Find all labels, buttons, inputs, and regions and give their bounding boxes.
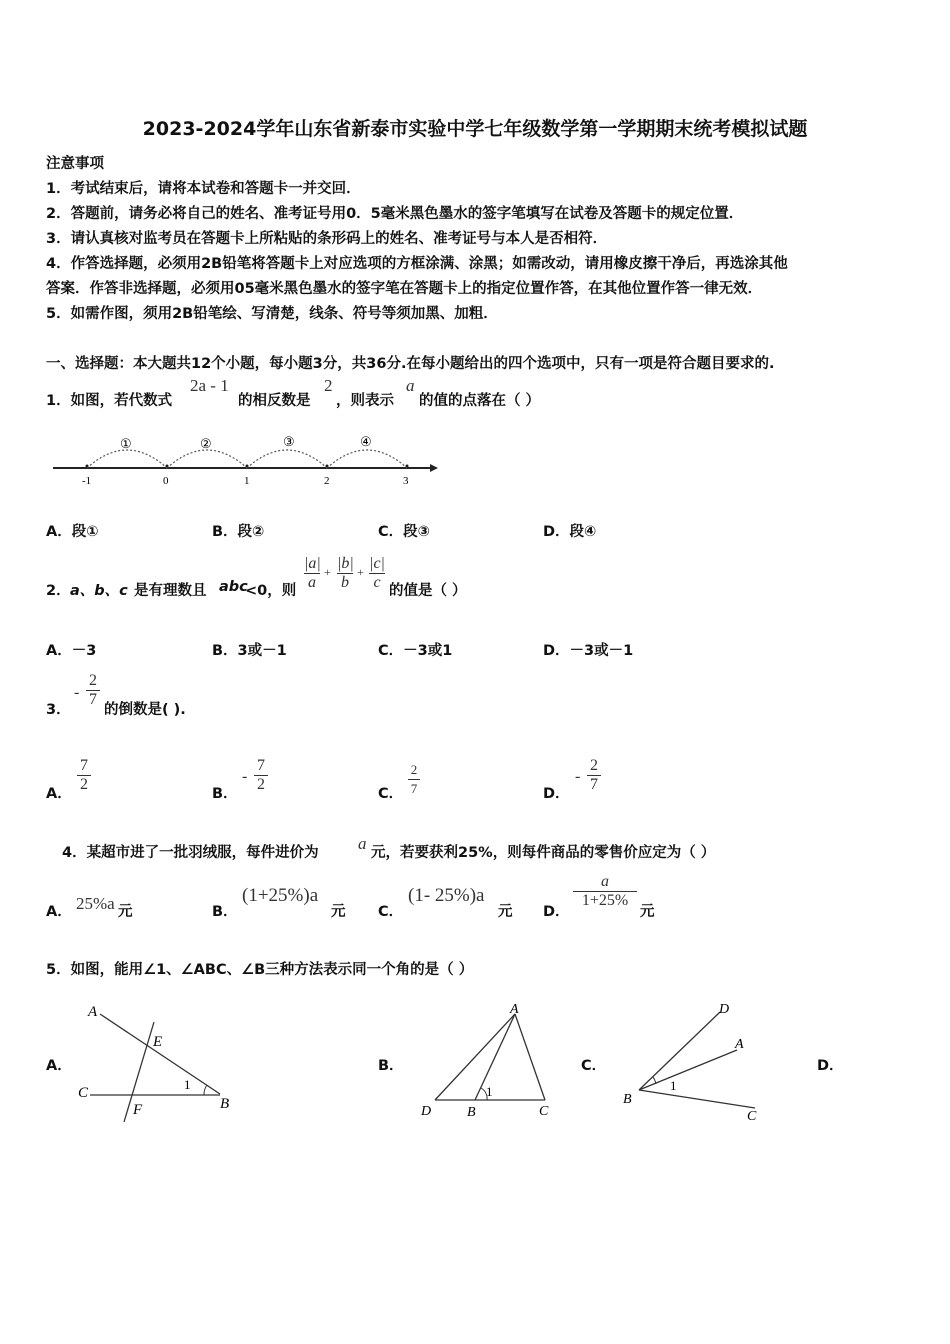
q5-option-b-label[interactable]: B． bbox=[378, 1058, 404, 1074]
point-label: A bbox=[735, 1037, 744, 1052]
q2-text1: 是有理数且 bbox=[134, 583, 207, 599]
point-label: A bbox=[88, 1004, 98, 1020]
q1-var: a bbox=[406, 376, 415, 395]
segment-label: ③ bbox=[283, 434, 295, 449]
q2-fraction-b: $\frac{|b|}{b}$ bbox=[337, 555, 354, 591]
point-label: F bbox=[133, 1102, 143, 1118]
tick-label: 3 bbox=[403, 475, 409, 487]
q4-option-d-label[interactable]: D． bbox=[543, 904, 570, 920]
q3-option-d-label[interactable]: D． bbox=[543, 786, 570, 802]
tick-label: -1 bbox=[82, 475, 92, 487]
plus-sign: + bbox=[357, 565, 364, 579]
notice-item: 5．如需作图，须用2B铅笔绘、写清楚，线条、符号等须加黑、加粗． bbox=[46, 306, 498, 322]
q5-text: 5．如图，能用∠1、∠ABC、∠B三种方法表示同一个角的是（ ） bbox=[46, 962, 474, 978]
q4-prefix: 4．某超市进了一批羽绒服，每件进价为 bbox=[62, 845, 319, 861]
q1-option-a[interactable]: A．段① bbox=[46, 524, 99, 540]
notice-item: 2．答题前，请务必将自己的姓名、准考证号用0．5毫米黑色墨水的签字笔填写在试卷及答题卡的规定位置． bbox=[46, 206, 744, 222]
notice-item: 1．考试结束后，请将本试卷和答题卡一并交回． bbox=[46, 181, 361, 197]
q2-fraction-a: $\frac{|a|}{a}$ bbox=[304, 555, 321, 591]
q4-option-b-label[interactable]: B． bbox=[212, 904, 238, 920]
segment-label: ② bbox=[200, 436, 212, 451]
point-label: E bbox=[153, 1034, 163, 1050]
q3-label: 3． bbox=[46, 702, 71, 718]
minus-sign: - bbox=[74, 684, 80, 701]
notice-item: 3．请认真核对监考员在答题卡上所粘贴的条形码上的姓名、准考证号与本人是否相符． bbox=[46, 231, 608, 247]
point-label: D bbox=[421, 1104, 432, 1119]
unit-label: 元 bbox=[640, 904, 655, 920]
q4-option-a-label[interactable]: A． bbox=[46, 904, 72, 920]
notice-heading: 注意事项 bbox=[46, 156, 104, 172]
q2-fraction-c: $\frac{|c|}{c}$ bbox=[369, 555, 385, 591]
q1-mid: 的相反数是 bbox=[238, 393, 311, 409]
point-label: C bbox=[78, 1085, 89, 1101]
q2-option-b[interactable]: B．3或－1 bbox=[212, 643, 287, 659]
q3-option-b-label[interactable]: B． bbox=[212, 786, 238, 802]
q1-suffix: 的值的点落在（ ） bbox=[419, 393, 541, 409]
tick-label: 0 bbox=[163, 475, 169, 487]
minus-sign: - bbox=[242, 768, 248, 785]
q4-option-d-fraction[interactable]: $\frac{a}{1+25\%}$ bbox=[573, 873, 637, 910]
segment-label: ① bbox=[120, 436, 132, 451]
notice-item: 答案．作答非选择题，必须用05毫米黑色墨水的签字笔在答题卡上的指定位置作答，在其他位置作答一律无效． bbox=[46, 281, 763, 297]
q1-prefix: 1．如图，若代数式 bbox=[46, 393, 173, 409]
q4-option-c-label[interactable]: C． bbox=[378, 904, 404, 920]
point-label: A bbox=[510, 1002, 519, 1017]
q4-option-c-expr[interactable]: (1- 25%)a bbox=[408, 885, 485, 906]
notice-item: 4．作答选择题，必须用2B铅笔将答题卡上对应选项的方框涂满、涂黑；如需改动，请用橡皮擦干净后，再选涂其他 bbox=[46, 256, 788, 272]
q1-value: 2 bbox=[324, 376, 333, 395]
q3-option-b-fraction[interactable]: $\frac{7}{2}$ bbox=[254, 757, 268, 794]
section-heading: 一、选择题：本大题共12个小题，每小题3分，共36分.在每小题给出的四个选项中，只有一项是符合题目要求的. bbox=[46, 356, 775, 372]
segment-label: ④ bbox=[360, 434, 372, 449]
q2-option-d[interactable]: D．－3或－1 bbox=[543, 643, 634, 659]
q1-mid2: ，则表示 bbox=[336, 393, 394, 409]
q3-fraction: $\frac{2}{7}$ bbox=[86, 672, 100, 709]
q5-option-c-label[interactable]: C． bbox=[581, 1058, 607, 1074]
q5-option-d-label[interactable]: D． bbox=[817, 1058, 844, 1074]
angle-label: 1 bbox=[184, 1077, 191, 1092]
q2-option-c[interactable]: C．－3或1 bbox=[378, 643, 453, 659]
q1-option-d[interactable]: D．段④ bbox=[543, 524, 597, 540]
point-label: B bbox=[623, 1092, 632, 1107]
tick-label: 1 bbox=[244, 475, 250, 487]
point-label: D bbox=[719, 1002, 730, 1017]
q2-cond: abc bbox=[219, 579, 248, 595]
point-label: B bbox=[220, 1096, 230, 1112]
angle-label: 1 bbox=[670, 1078, 677, 1093]
q3-suffix: 的倒数是( ). bbox=[104, 702, 186, 718]
q4-option-a-expr[interactable]: 25%a bbox=[76, 894, 115, 913]
q3-option-d-fraction[interactable]: $\frac{2}{7}$ bbox=[587, 757, 601, 794]
page-title: 2023-2024学年山东省新泰市实验中学七年级数学第一学期期末统考模拟试题 bbox=[142, 118, 808, 140]
q4-option-b-expr[interactable]: (1+25%)a bbox=[242, 885, 319, 906]
q3-option-a-fraction[interactable]: $\frac{7}{2}$ bbox=[77, 757, 91, 794]
q5-figure-b[interactable] bbox=[415, 1000, 565, 1125]
minus-sign: - bbox=[575, 768, 581, 785]
q5-option-a-label[interactable]: A． bbox=[46, 1058, 72, 1074]
q2-suffix: 的值是（ ） bbox=[389, 583, 467, 599]
q3-option-c-label[interactable]: C． bbox=[378, 786, 404, 802]
q2-text2: <0，则 bbox=[245, 583, 297, 599]
q1-option-c[interactable]: C．段③ bbox=[378, 524, 430, 540]
q5-figure-c[interactable] bbox=[615, 996, 775, 1126]
q2-option-a[interactable]: A．－3 bbox=[46, 643, 97, 659]
unit-label: 元 bbox=[331, 904, 346, 920]
q4-suffix: 元，若要获利25%，则每件商品的零售价应定为（ ） bbox=[371, 845, 716, 861]
angle-label: 1 bbox=[486, 1084, 493, 1099]
point-label: B bbox=[467, 1105, 476, 1120]
q4-var: a bbox=[358, 834, 367, 853]
q3-option-c-fraction[interactable]: $\frac{2}{7}$ bbox=[408, 761, 420, 798]
q1-option-b[interactable]: B．段② bbox=[212, 524, 265, 540]
number-line-figure bbox=[50, 428, 450, 488]
point-label: C bbox=[539, 1104, 549, 1119]
q3-option-a-label[interactable]: A． bbox=[46, 786, 72, 802]
q5-figure-a[interactable] bbox=[70, 1000, 240, 1130]
q2-vars: a、b、c bbox=[70, 583, 128, 599]
q2-prefix: 2． bbox=[46, 583, 71, 599]
unit-label: 元 bbox=[118, 904, 133, 920]
point-label: C bbox=[747, 1109, 757, 1124]
plus-sign: + bbox=[324, 565, 331, 579]
tick-label: 2 bbox=[324, 475, 330, 487]
unit-label: 元 bbox=[498, 904, 513, 920]
q1-expression: 2a - 1 bbox=[190, 376, 229, 395]
